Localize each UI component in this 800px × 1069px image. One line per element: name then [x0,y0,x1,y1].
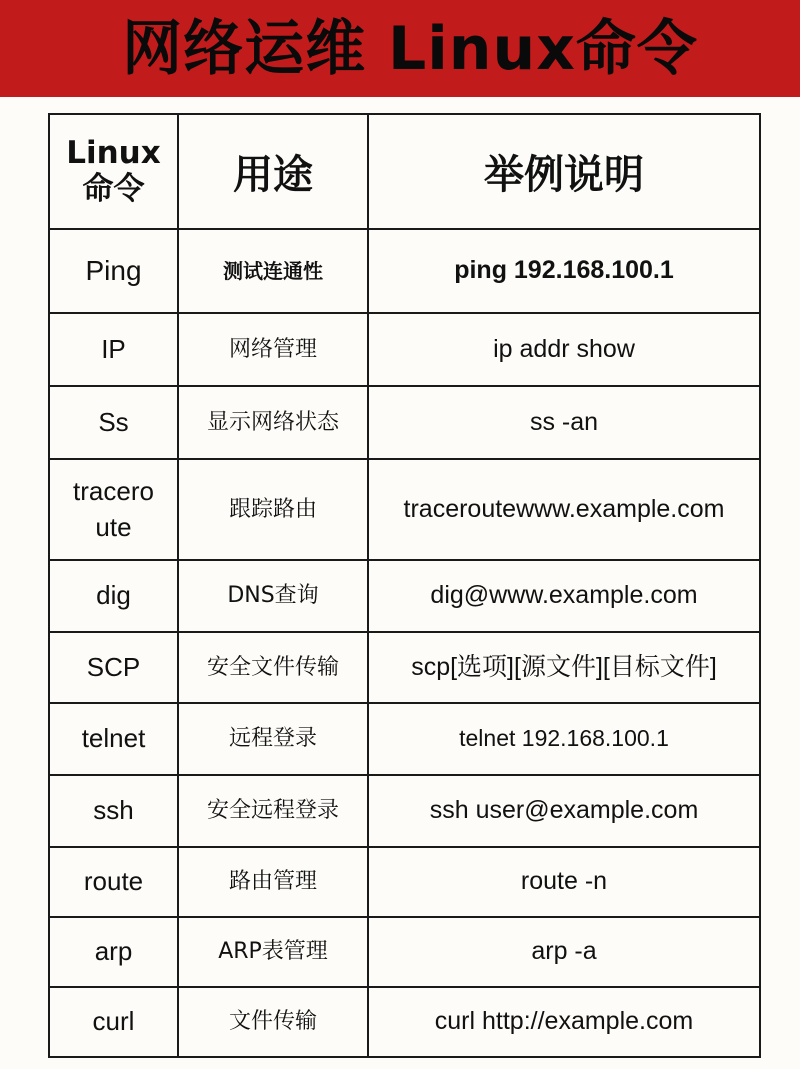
command-cell: arp [49,917,178,987]
command-cell: Ss [49,386,178,459]
header-example: 举例说明 [368,114,760,229]
purpose-cell: 跟踪路由 [178,459,368,560]
linux-commands-table [48,113,761,1058]
example-cell: traceroutewww.example.com [368,459,760,560]
table-header-row [49,114,760,229]
table-row [49,917,760,987]
header-command-line2: 命令 [82,170,145,207]
purpose-cell: 安全远程登录 [178,775,368,847]
command-cell: IP [49,313,178,386]
purpose-cell: 安全文件传输 [178,632,368,703]
table-row [49,560,760,632]
example-cell: ssh user@example.com [368,775,760,847]
table-row [49,775,760,847]
purpose-cell: 测试连通性 [178,229,368,313]
header-purpose: 用途 [178,114,368,229]
table-row [49,987,760,1057]
page-title: 网络运维 Linux命令 [122,13,698,84]
table-row [49,847,760,917]
purpose-cell: 网络管理 [178,313,368,386]
example-cell: scp[选项][源文件][目标文件] [368,632,760,703]
example-cell: telnet 192.168.100.1 [368,703,760,775]
example-cell: arp -a [368,917,760,987]
table-row [49,313,760,386]
example-cell: dig@www.example.com [368,560,760,632]
table-row [49,386,760,459]
command-cell: SCP [49,632,178,703]
command-cell: ssh [49,775,178,847]
title-banner [0,0,800,97]
purpose-cell: 显示网络状态 [178,386,368,459]
command-cell: dig [49,560,178,632]
table-row [49,632,760,703]
command-cell: route [49,847,178,917]
example-cell: ip addr show [368,313,760,386]
example-cell: route -n [368,847,760,917]
command-cell: Ping [49,229,178,313]
purpose-cell: ARP表管理 [178,917,368,987]
command-line1: tracero [73,476,154,507]
example-cell: ss -an [368,386,760,459]
command-line2: ute [95,511,132,542]
command-cell: telnet [49,703,178,775]
command-cell: curl [49,987,178,1057]
purpose-cell: DNS查询 [178,560,368,632]
table-row [49,459,760,560]
example-cell: curl http://example.com [368,987,760,1057]
table-row [49,703,760,775]
purpose-cell: 远程登录 [178,703,368,775]
header-command [49,114,178,229]
command-cell [49,459,178,560]
purpose-cell: 文件传输 [178,987,368,1057]
example-cell: ping 192.168.100.1 [368,229,760,313]
purpose-cell: 路由管理 [178,847,368,917]
header-command-line1: Linux [66,134,161,171]
table-row [49,229,760,313]
